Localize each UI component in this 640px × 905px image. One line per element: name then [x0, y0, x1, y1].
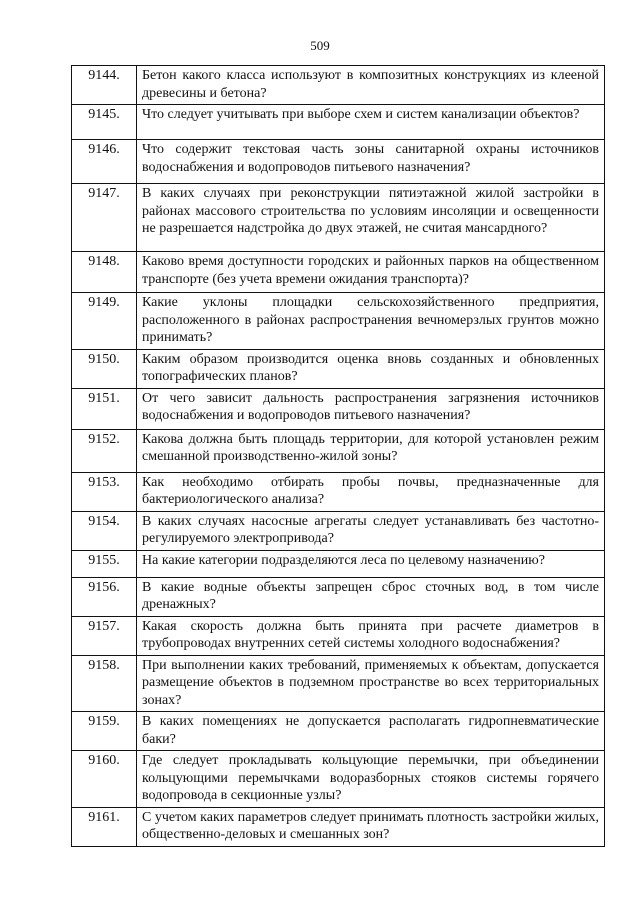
page-number: 509 — [310, 38, 330, 53]
question-text: Бетон какого класса используют в композитных конструкциях из клееной древесины и бетона? — [137, 66, 605, 105]
table-row — [72, 616, 605, 655]
question-text: Какая скорость должна быть принята при расчете диаметров в трубопроводах внутренних сетей системы холодного водоснабжения? — [137, 616, 605, 655]
question-number: 9155. — [72, 550, 137, 577]
question-text: Что следует учитывать при выборе схем и систем канализации объектов? — [137, 105, 605, 140]
table-row — [72, 807, 605, 846]
question-number: 9157. — [72, 616, 137, 655]
table-row — [72, 511, 605, 550]
question-text: Каким образом производится оценка вновь созданных и обновленных топографических планов? — [137, 349, 605, 388]
question-number: 9158. — [72, 655, 137, 712]
question-text: На какие категории подразделяются леса по целевому назначению? — [137, 550, 605, 577]
table-row — [72, 550, 605, 577]
question-number: 9146. — [72, 140, 137, 184]
question-text: Как необходимо отбирать пробы почвы, предназначенные для бактериологического анализа? — [137, 472, 605, 511]
question-number: 9152. — [72, 429, 137, 472]
table-row — [72, 140, 605, 184]
question-text: В каких случаях при реконструкции пятиэтажной жилой застройки в районах массового строительства по условиям инсоляции и освещенности не разрешается надстройка до двух этажей, не считая мансардного? — [137, 184, 605, 252]
table-row — [72, 472, 605, 511]
question-number: 9144. — [72, 66, 137, 105]
question-number: 9159. — [72, 712, 137, 751]
question-number: 9156. — [72, 577, 137, 616]
questions-table — [71, 65, 605, 847]
table-row — [72, 712, 605, 751]
table-row — [72, 388, 605, 429]
question-number: 9154. — [72, 511, 137, 550]
table-row — [72, 429, 605, 472]
question-number: 9145. — [72, 105, 137, 140]
question-text: От чего зависит дальность распространения загрязнения источников водоснабжения и водопроводов питьевого назначения? — [137, 388, 605, 429]
question-number: 9150. — [72, 349, 137, 388]
question-text: В каких помещениях не допускается располагать гидропневматические баки? — [137, 712, 605, 751]
table-row — [72, 252, 605, 293]
questions-table-body — [72, 66, 605, 847]
question-text: С учетом каких параметров следует принимать плотность застройки жилых, общественно-деловых и смешанных зон? — [137, 807, 605, 846]
question-text: Где следует прокладывать кольцующие перемычки, при объединении кольцующими перемычками водоразборных стояков системы горячего водопровода в секционные узлы? — [137, 751, 605, 808]
table-row — [72, 105, 605, 140]
question-number: 9147. — [72, 184, 137, 252]
table-row — [72, 751, 605, 808]
table-row — [72, 66, 605, 105]
question-number: 9160. — [72, 751, 137, 808]
question-number: 9149. — [72, 293, 137, 350]
table-row — [72, 293, 605, 350]
table-row — [72, 349, 605, 388]
table-row — [72, 184, 605, 252]
question-text: Что содержит текстовая часть зоны санитарной охраны источников водоснабжения и водопроводов питьевого назначения? — [137, 140, 605, 184]
question-number: 9148. — [72, 252, 137, 293]
table-row — [72, 655, 605, 712]
question-text: При выполнении каких требований, применяемых к объектам, допускается размещение объектов в подземном пространстве во всех территориальных зонах? — [137, 655, 605, 712]
question-number: 9151. — [72, 388, 137, 429]
question-text: Какие уклоны площадки сельскохозяйственного предприятия, расположенного в районах распространения вечномерзлых грунтов можно принимать? — [137, 293, 605, 350]
question-text: В какие водные объекты запрещен сброс сточных вод, в том числе дренажных? — [137, 577, 605, 616]
question-number: 9153. — [72, 472, 137, 511]
question-text: В каких случаях насосные агрегаты следует устанавливать без частотно-регулируемого электропривода? — [137, 511, 605, 550]
question-text: Каково время доступности городских и районных парков на общественном транспорте (без учета времени ожидания транспорта)? — [137, 252, 605, 293]
table-row — [72, 577, 605, 616]
question-number: 9161. — [72, 807, 137, 846]
question-text: Какова должна быть площадь территории, для которой установлен режим смешанной производственно-жилой зоны? — [137, 429, 605, 472]
